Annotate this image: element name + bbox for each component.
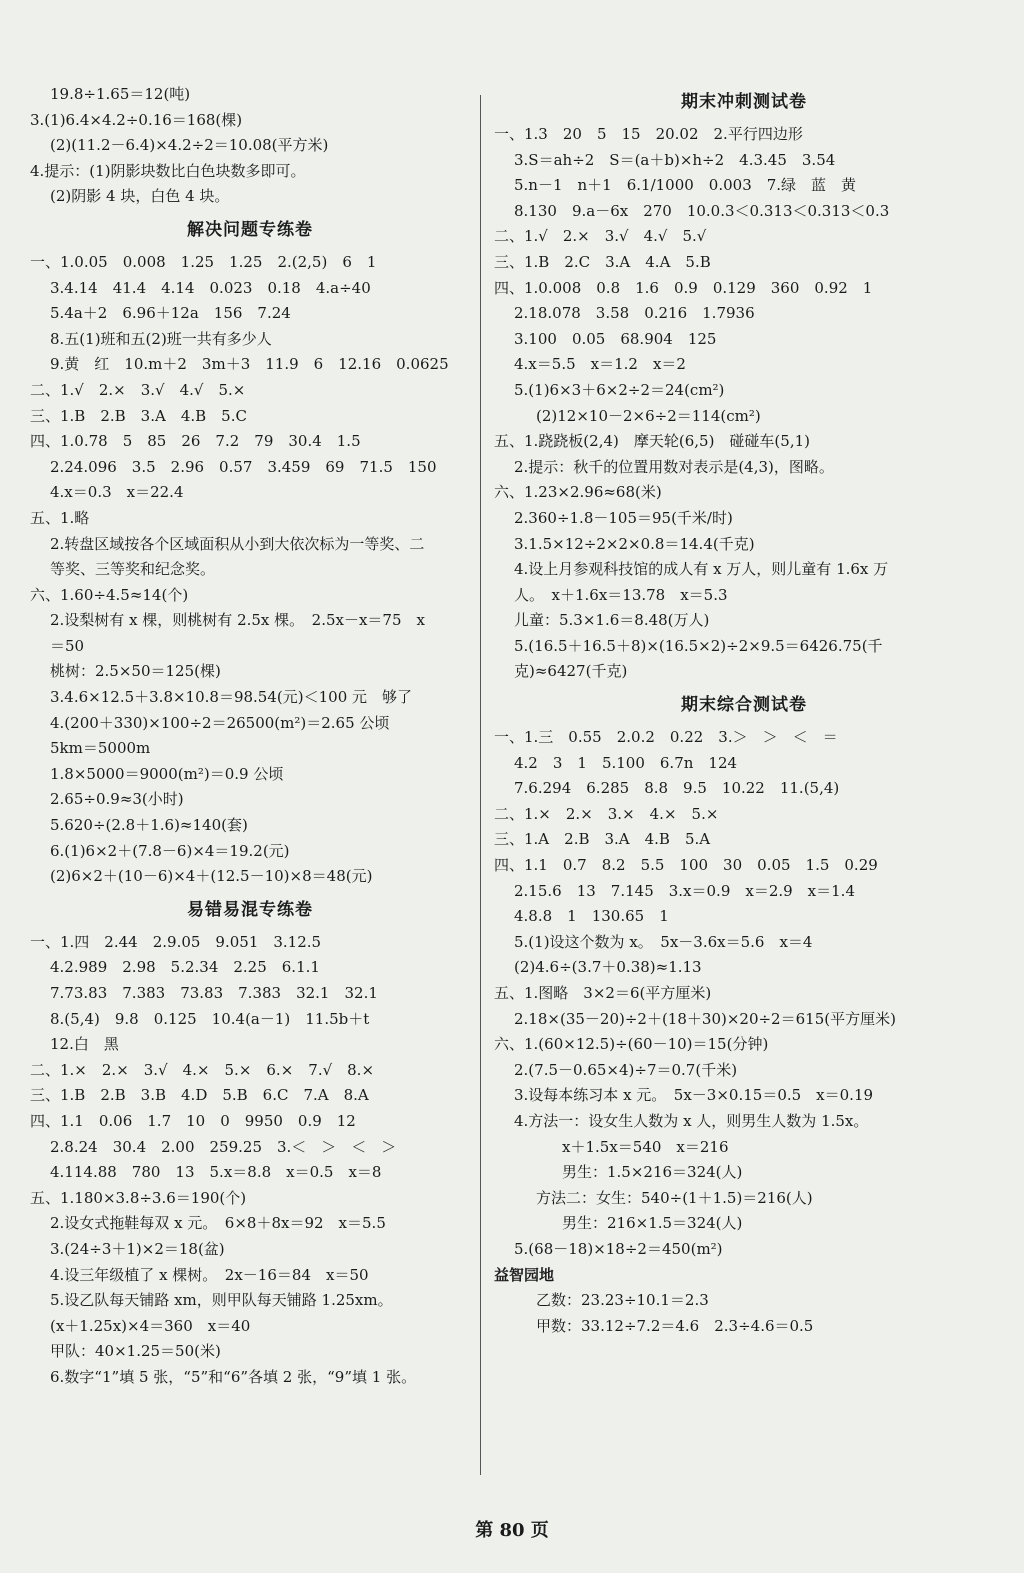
answer-line: 1.8×5000＝9000(m²)＝0.9 公顷 (50, 764, 284, 783)
answer-line: 三、1.A 2.B 3.A 4.B 5.A (494, 830, 711, 849)
answer-line: 3.1.5×12÷2×2×0.8＝14.4(千克) (514, 534, 755, 553)
answer-line: 3.(1)6.4×4.2÷0.16＝168(棵) (30, 110, 243, 129)
answer-line: 4.114.88 780 13 5.x＝8.8 x＝0.5 x＝8 (50, 1163, 382, 1182)
answer-line: 二、1.√ 2.× 3.√ 4.√ 5.√ (494, 227, 707, 246)
section-title-error-prone: 易错易混专练卷 (187, 899, 313, 920)
answer-line: 3.4.6×12.5＋3.8×10.8＝98.54(元)＜100 元 够了 (50, 688, 413, 707)
answer-line: 2.18.078 3.58 0.216 1.7936 (514, 304, 755, 323)
answer-line: 2.8.24 30.4 2.00 259.25 3.＜ ＞ ＜ ＞ (50, 1137, 397, 1156)
answer-line: 2.转盘区域按各个区域面积从小到大依次标为一等奖、二 (50, 534, 425, 553)
answer-line: 4.提示：(1)阴影块数比白色块数多即可。 (30, 161, 306, 180)
answer-line: 乙数：23.23÷10.1＝2.3 (536, 1291, 709, 1310)
answer-line: 五、1.跷跷板(2,4) 摩天轮(6,5) 碰碰车(5,1) (494, 432, 810, 451)
answer-line: 2.15.6 13 7.145 3.x＝0.9 x＝2.9 x＝1.4 (514, 881, 855, 900)
answer-line: 男生：216×1.5＝324(人) (562, 1214, 743, 1233)
answer-line: 4.x＝5.5 x＝1.2 x＝2 (514, 355, 686, 374)
answer-line: 甲数：33.12÷7.2＝4.6 2.3÷4.6＝0.5 (536, 1316, 814, 1335)
answer-line: 六、1.60÷4.5≈14(个) (30, 585, 189, 604)
column-divider (480, 95, 481, 1475)
answer-line: (2)(11.2－6.4)×4.2÷2＝10.08(平方米) (50, 136, 329, 155)
answer-line: (2)6×2＋(10－6)×4＋(12.5－10)×8＝48(元) (50, 867, 373, 886)
answer-line: 2.提示：秋千的位置用数对表示是(4,3)，图略。 (514, 457, 834, 476)
answer-line: 5.(68－18)×18÷2＝450(m²) (514, 1239, 723, 1258)
answer-line: 8.五(1)班和五(2)班一共有多少人 (50, 329, 272, 348)
answer-line: 一、1.0.05 0.008 1.25 1.25 2.(2,5) 6 1 (30, 252, 377, 271)
answer-line: 等奖、三等奖和纪念奖。 (50, 560, 216, 579)
section-title-final-sprint: 期末冲刺测试卷 (681, 92, 807, 112)
answer-line: 2.设女式拖鞋每双 x 元。 6×8＋8x＝92 x＝5.5 (50, 1214, 386, 1233)
answer-line: 2.设梨树有 x 棵，则桃树有 2.5x 棵。 2.5x－x＝75 x (50, 611, 425, 630)
answer-line: 五、1.图略 3×2＝6(平方厘米) (494, 984, 712, 1002)
answer-line: 2.24.096 3.5 2.96 0.57 3.459 69 71.5 150 (50, 457, 437, 476)
answer-line: 4.设三年级植了 x 棵树。 2x－16＝84 x＝50 (50, 1265, 369, 1284)
answer-line: 4.x＝0.3 x＝22.4 (50, 483, 184, 502)
answer-line: 二、1.× 2.× 3.× 4.× 5.× (494, 804, 719, 823)
answer-line: 克)≈6427(千克) (514, 662, 628, 681)
answer-line: 8.(5,4) 9.8 0.125 10.4(a－1) 11.5b＋t (50, 1009, 370, 1028)
answer-line: 7.6.294 6.285 8.8 9.5 10.22 11.(5,4) (514, 779, 840, 798)
answer-line: 8.130 9.a－6x 270 10.0.3＜0.313＜0.313＜0.3 (514, 201, 890, 220)
right-column (494, 82, 994, 1339)
answer-line: 5km＝5000m (50, 739, 151, 758)
answer-line: 2.360÷1.8－105＝95(千米/时) (514, 508, 733, 527)
left-column (30, 82, 470, 1391)
answer-line: (2)阴影 4 块，白色 4 块。 (50, 187, 230, 206)
answer-line: 3.S＝ah÷2 S＝(a＋b)×h÷2 4.3.45 3.54 (514, 150, 836, 169)
answer-line: 2.65÷0.9≈3(小时) (50, 790, 184, 809)
answer-line: ＝50 (50, 636, 85, 655)
subsection-title-puzzle: 益智园地 (494, 1265, 555, 1284)
answer-line: 4.(200＋330)×100÷2＝26500(m²)＝2.65 公顷 (50, 713, 390, 732)
answer-line: 5.4a＋2 6.96＋12a 156 7.24 (50, 304, 291, 323)
answer-line: 4.2 3 1 5.100 6.7n 124 (514, 753, 738, 772)
answer-line: 4.方法一：设女生人数为 x 人，则男生人数为 1.5x。 (514, 1111, 869, 1130)
answer-line: 甲队：40×1.25＝50(米) (50, 1342, 221, 1361)
answer-line: 5.设乙队每天铺路 xm，则甲队每天铺路 1.25xm。 (50, 1291, 393, 1310)
answer-line: 三、1.B 2.B 3.B 4.D 5.B 6.C 7.A 8.A (30, 1086, 369, 1105)
answer-line: 儿童：5.3×1.6＝8.48(万人) (514, 611, 710, 630)
answer-line: 6.数字“1”填 5 张，“5”和“6”各填 2 张，“9”填 1 张。 (50, 1367, 417, 1386)
answer-line: 桃树：2.5×50＝125(棵) (50, 662, 221, 681)
section-title-problem-solving: 解决问题专练卷 (187, 219, 313, 240)
answer-line: 5.(1)设这个数为 x。 5x－3.6x＝5.6 x＝4 (514, 932, 813, 951)
answer-line: 一、1.3 20 5 15 20.02 2.平行四边形 (494, 125, 803, 143)
answer-line: 12.白 黑 (50, 1035, 119, 1054)
answer-line: 3.(24÷3＋1)×2＝18(盆) (50, 1239, 225, 1258)
answer-line: 五、1.略 (30, 508, 90, 527)
answer-line: 3.设每本练习本 x 元。 5x－3×0.15＝0.5 x＝0.19 (514, 1086, 874, 1105)
section-title-final-comprehensive: 期末综合测试卷 (681, 695, 807, 716)
answer-line: 六、1.23×2.96≈68(米) (494, 483, 662, 502)
answer-line: 19.8÷1.65＝12(吨) (50, 85, 191, 103)
answer-line: 6.(1)6×2＋(7.8－6)×4＝19.2(元) (50, 841, 290, 860)
answer-line: (2)4.6÷(3.7＋0.38)≈1.13 (514, 958, 702, 977)
answer-line: 六、1.(60×12.5)÷(60－10)＝15(分钟) (494, 1035, 769, 1054)
page-number: 第 80 页 (475, 1520, 549, 1541)
answer-line: 四、1.1 0.06 1.7 10 0 9950 0.9 12 (30, 1111, 356, 1130)
answer-line: 7.73.83 7.383 73.83 7.383 32.1 32.1 (50, 984, 378, 1002)
answer-line: 三、1.B 2.B 3.A 4.B 5.C (30, 406, 247, 425)
answer-line: 一、1.三 0.55 2.0.2 0.22 3.＞ ＞ ＜ ＝ (494, 728, 838, 747)
answer-line: 5.620÷(2.8＋1.6)≈140(套) (50, 816, 248, 835)
answer-line: 三、1.B 2.C 3.A 4.A 5.B (494, 252, 711, 271)
answer-line: 一、1.四 2.44 2.9.05 9.051 3.12.5 (30, 932, 322, 951)
answer-line: 9.黄 红 10.m＋2 3m＋3 11.9 6 12.16 0.0625 (50, 355, 449, 374)
answer-line: 2.18×(35－20)÷2＋(18＋30)×20÷2＝615(平方厘米) (514, 1009, 896, 1028)
answer-line: 二、1.√ 2.× 3.√ 4.√ 5.× (30, 380, 246, 399)
answer-line: 四、1.0.008 0.8 1.6 0.9 0.129 360 0.92 1 (494, 278, 873, 297)
answer-line: 四、1.1 0.7 8.2 5.5 100 30 0.05 1.5 0.29 (494, 856, 878, 875)
answer-line: (x＋1.25x)×4＝360 x＝40 (50, 1316, 251, 1335)
answer-line: 四、1.0.78 5 85 26 7.2 79 30.4 1.5 (30, 432, 361, 451)
answer-line: 五、1.180×3.8÷3.6＝190(个) (30, 1188, 247, 1207)
answer-line: 5.(16.5＋16.5＋8)×(16.5×2)÷2×9.5＝6426.75(千 (514, 636, 883, 655)
answer-line: 2.(7.5－0.65×4)÷7＝0.7(千米) (514, 1060, 738, 1079)
answer-line: 3.4.14 41.4 4.14 0.023 0.18 4.a÷40 (50, 278, 371, 297)
answer-line: 4.8.8 1 130.65 1 (514, 907, 669, 926)
answer-line: 4.2.989 2.98 5.2.34 2.25 6.1.1 (50, 958, 320, 977)
answer-line: 5.(1)6×3＋6×2÷2＝24(cm²) (514, 380, 725, 399)
answer-line: 4.设上月参观科技馆的成人有 x 万人，则儿童有 1.6x 万 (514, 560, 889, 579)
answer-line: 二、1.× 2.× 3.√ 4.× 5.× 6.× 7.√ 8.× (30, 1060, 375, 1079)
answer-line: 人。 x＋1.6x＝13.78 x＝5.3 (514, 585, 728, 604)
answer-line: 3.100 0.05 68.904 125 (514, 329, 717, 348)
answer-line: 5.n－1 n＋1 6.1/1000 0.003 7.绿 蓝 黄 (514, 176, 857, 195)
answer-line: 方法二：女生：540÷(1＋1.5)＝216(人) (536, 1188, 813, 1207)
answer-line: 男生：1.5×216＝324(人) (562, 1163, 743, 1182)
answer-line: x＋1.5x＝540 x＝216 (562, 1137, 729, 1156)
answer-line: (2)12×10－2×6÷2＝114(cm²) (536, 406, 761, 425)
